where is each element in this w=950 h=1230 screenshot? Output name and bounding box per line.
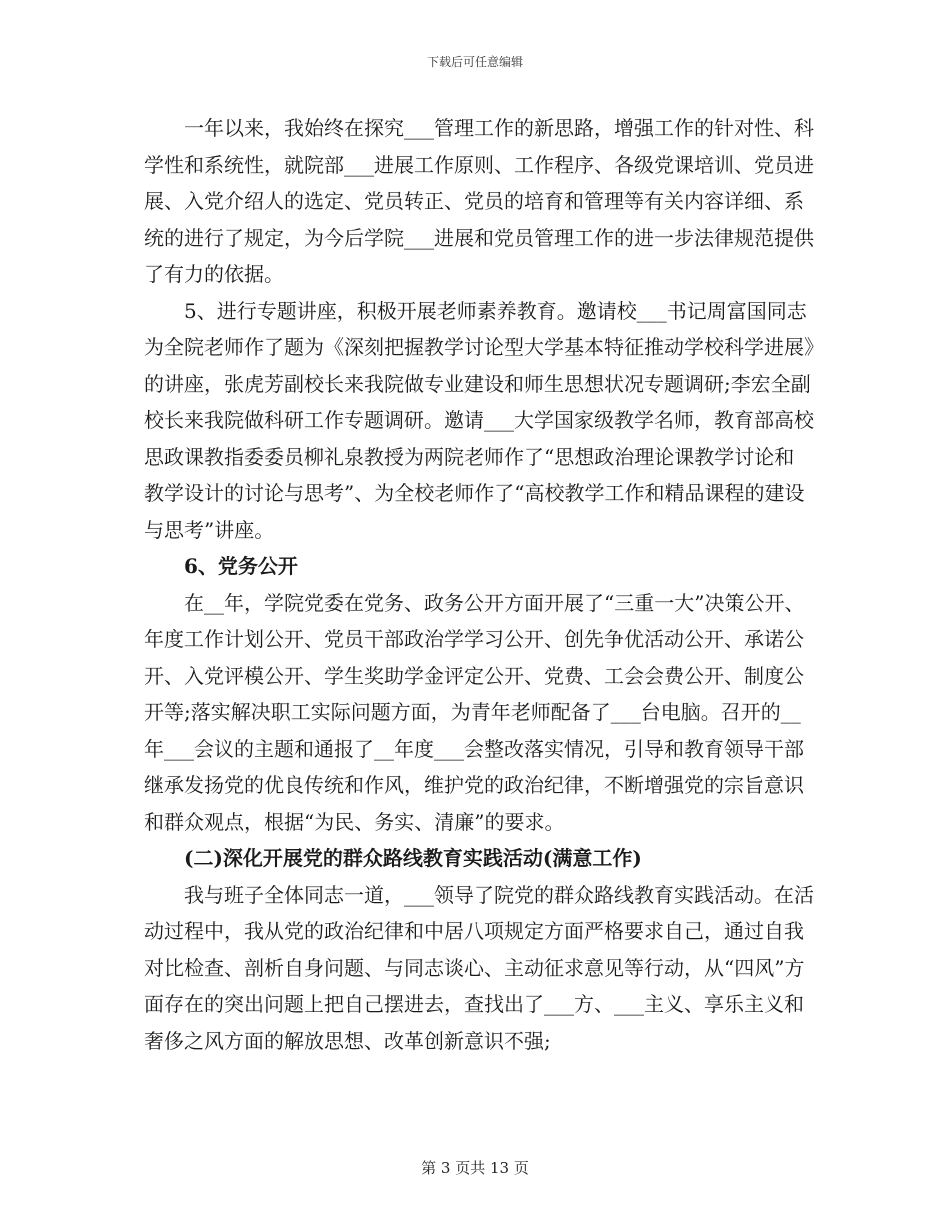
section-heading-mass-line: (二)深化开展党的群众路线教育实践活动(满意工作) — [184, 846, 642, 870]
paragraph-rules: 一年以来，我始终在探究___管理工作的新思路，增强工作的针对性、科学性和系统性，就院部___进展工作原则、工作程序、各级党课培训、党员进展、入党介绍人的选定、党员转正、党员的培育和管理等有关内容详细、系统的进行了规定，为今后学院___进展和党员管理工作的进一步法律规范提供了有力的依据。 — [144, 116, 814, 286]
paragraph-party-affairs: 在__年，学院党委在党务、政务公开方面开展了“三重一大”决策公开、年度工作计划公开、党员干部政治学学习公开、创先争优活动公开、承诺公开、入党评模公开、学生奖助学金评定公开、党费、工会会费公开、制度公开等;落实解决职工实际问题方面，为青年老师配备了___台电脑。召开的__年___会议的主题和通报了__年度___会整改落实情况，引导和教育领导干部继承发扬党的优良传统和作风，维护党的政治纪律，不断增强党的宗旨意识和群众观点，根据“为民、务实、清廉”的要求。 — [144, 590, 805, 834]
section-heading-party-affairs: 6、党务公开 — [184, 554, 298, 578]
document-body — [144, 110, 814, 1059]
page-number: 第 3 页共 13 页 — [421, 1159, 529, 1177]
page-header: 下载后可任意编辑 — [426, 55, 523, 69]
paragraph-mass-line: 我与班子全体同志一道，___领导了院党的群众路线教育实践活动。在活动过程中，我从党的政治纪律和中居八项规定方面严格要求自己，通过自我对比检查、剖析自身问题、与同志谈心、主动征求意见等行动，从“四风”方面存在的突出问题上把自己摆进去，查找出了___方、___主义、享乐主义和奢侈之风方面的解放思想、改革创新意识不强; — [144, 882, 814, 1053]
paragraph-lectures: 5、进行专题讲座，积极开展老师素养教育。邀请校___书记周富国同志为全院老师作了题为《深刻把握教学讨论型大学基本特征推动学校科学进展》的讲座，张虎芳副校长来我院做专业建设和师生思想状况专题调研;李宏全副校长来我院做科研工作专题调研。邀请___大学国家级教学名师，教育部高校思政课教指委委员柳礼泉教授为两院老师作了“思想政治理论课教学讨论和教学设计的讨论与思考”、为全校老师作了“高校教学工作和精品课程的建设与思考”讲座。 — [144, 298, 814, 542]
